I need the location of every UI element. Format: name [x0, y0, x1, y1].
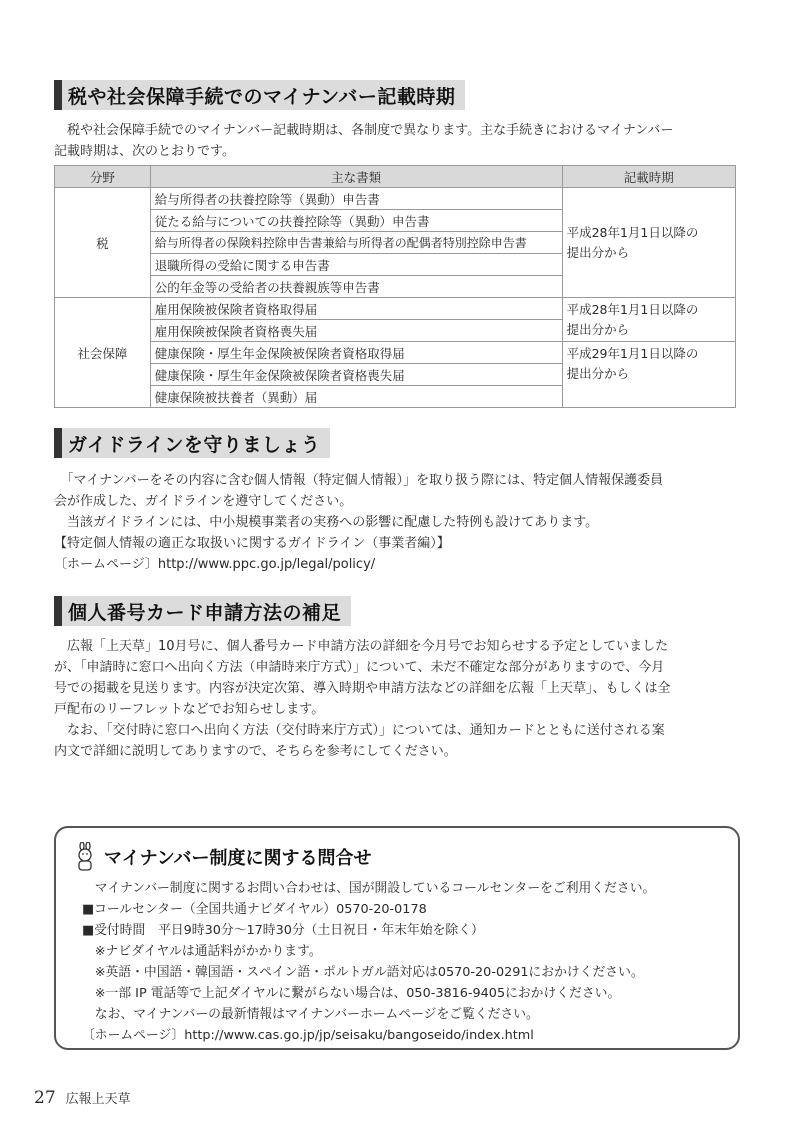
table-row [55, 298, 736, 320]
section-heading-text: 個人番号カード申請方法の補足 [68, 601, 342, 624]
document-cell: 公的年金等の受給者の扶養親族等申告書 [150, 276, 562, 298]
section-heading-guideline [54, 428, 330, 458]
contact-title [72, 842, 371, 872]
category-tax: 税 [55, 188, 151, 298]
document-cell: 退職所得の受給に関する申告書 [150, 254, 562, 276]
document-cell: 雇用保険被保険者資格喪失届 [150, 320, 562, 342]
period-cell-tax [562, 188, 735, 298]
body-line: 戸配布のリーフレットなどでお知らせします。 [54, 702, 325, 717]
contact-title-text: マイナンバー制度に関する問合せ [104, 848, 372, 869]
document-cell: 健康保険・厚生年金保険被保険者資格喪失届 [150, 364, 562, 386]
contact-line: マイナンバー制度に関するお問い合わせは、国が開設しているコールセンターをご利用ください。 [82, 881, 656, 896]
body-line: 当該ガイドラインには、中小規模事業者の実務への影響に配慮した特例も設けてあります。 [54, 515, 599, 530]
page-footer [34, 1088, 131, 1108]
section2-body [54, 470, 740, 575]
period-cell-social-b [562, 342, 735, 408]
document-cell: 雇用保険被保険者資格取得届 [150, 298, 562, 320]
section3-body [54, 636, 740, 762]
contact-line: なお、マイナンバーの最新情報はマイナンバーホームページをご覧ください。 [82, 1007, 539, 1022]
guideline-url[interactable]: 〔ホームページ〕http://www.ppc.go.jp/legal/policy/ [54, 557, 376, 572]
body-line: 「マイナンバーをその内容に含む個人情報（特定個人情報）」を取り扱う際には、特定個人情報保護委員 [54, 473, 664, 488]
document-cell: 給与所得者の保険料控除申告書兼給与所得者の配偶者特別控除申告書 [150, 232, 562, 254]
intro-line: 記載時期は、次のとおりです。 [54, 144, 235, 159]
contact-box [54, 826, 740, 1050]
section1-intro [54, 120, 740, 162]
contact-line: ※英語・中国語・韓国語・スペイン語・ポルトガル語対応は0570-20-0291におかけください。 [82, 965, 644, 980]
body-line: 内文で詳細に説明してありますので、そちらを参考にしてください。 [54, 744, 457, 759]
period-line: 提出分から [566, 321, 630, 337]
period-line: 提出分から [566, 366, 630, 381]
section-heading-mynumber-timing [54, 80, 465, 110]
body-line: 広報「上天草」10月号に、個人番号カード申請方法の詳細を今月号でお知らせする予定としていました [54, 639, 669, 654]
body-line: 会が作成した、ガイドラインを遵守してください。 [54, 494, 353, 509]
body-line: が、「申請時に窓口へ出向く方法（申請時来庁方式）」について、未だ不確定な部分がありますので、今月 [54, 660, 665, 675]
period-line: 平成29年1月1日以降の [566, 346, 699, 361]
document-cell: 健康保険・厚生年金保険被保険者資格取得届 [150, 342, 562, 364]
document-cell: 従たる給与についての扶養控除等（異動）申告書 [150, 210, 562, 232]
body-line: なお、「交付時に窓口へ出向く方法（交付時来庁方式）」については、通知カードとともに送付される案 [54, 723, 665, 738]
guideline-title: 【特定個人情報の適正な取扱いに関するガイドライン（事業者編）】 [54, 536, 450, 551]
period-line: 平成28年1月1日以降の [566, 301, 699, 317]
mynumber-timing-table [54, 165, 736, 408]
table-header: 分野 [55, 166, 151, 188]
contact-lines [82, 878, 732, 1046]
section-heading-card-application [54, 596, 351, 626]
contact-url[interactable]: 〔ホームページ〕http://www.cas.go.jp/jp/seisaku/bangoseido/index.html [82, 1028, 534, 1043]
contact-line: ■コールセンター（全国共通ナビダイヤル）0570-20-0178 [82, 902, 427, 917]
table-header: 記載時期 [562, 166, 735, 188]
category-social-security: 社会保障 [55, 298, 151, 408]
document-cell: 給与所得者の扶養控除等（異動）申告書 [150, 188, 562, 210]
page-number: 27 [34, 1088, 56, 1108]
contact-line: ■受付時間 平日9時30分～17時30分（土日祝日・年末年始を除く） [82, 923, 484, 938]
period-line: 提出分から [566, 244, 630, 260]
table-row [55, 342, 736, 364]
mynumber-mascot-icon [72, 842, 100, 872]
period-cell-social-a [562, 298, 735, 342]
table-header-row [55, 166, 736, 188]
publication-name: 広報上天草 [65, 1092, 131, 1107]
period-line: 平成28年1月1日以降の [566, 224, 699, 240]
section-heading-text: 税や社会保障手続でのマイナンバー記載時期 [68, 85, 456, 108]
document-cell: 健康保険被扶養者（異動）届 [150, 386, 562, 408]
table-row [55, 188, 736, 210]
intro-line: 税や社会保障手続でのマイナンバー記載時期は、各制度で異なります。主な手続きにおけるマイナンバー [54, 123, 674, 138]
table-header: 主な書類 [150, 166, 562, 188]
contact-line: ※一部 IP 電話等で上記ダイヤルに繋がらない場合は、050-3816-9405におかけください。 [82, 986, 621, 1001]
contact-line: ※ナビダイヤルは通話料がかかります。 [82, 944, 322, 959]
section-heading-text: ガイドラインを守りましょう [68, 433, 321, 456]
body-line: 号での掲載を見送ります。内容が決定次第、導入時期や申請方法などの詳細を広報「上天草」、もしくは全 [54, 681, 671, 696]
